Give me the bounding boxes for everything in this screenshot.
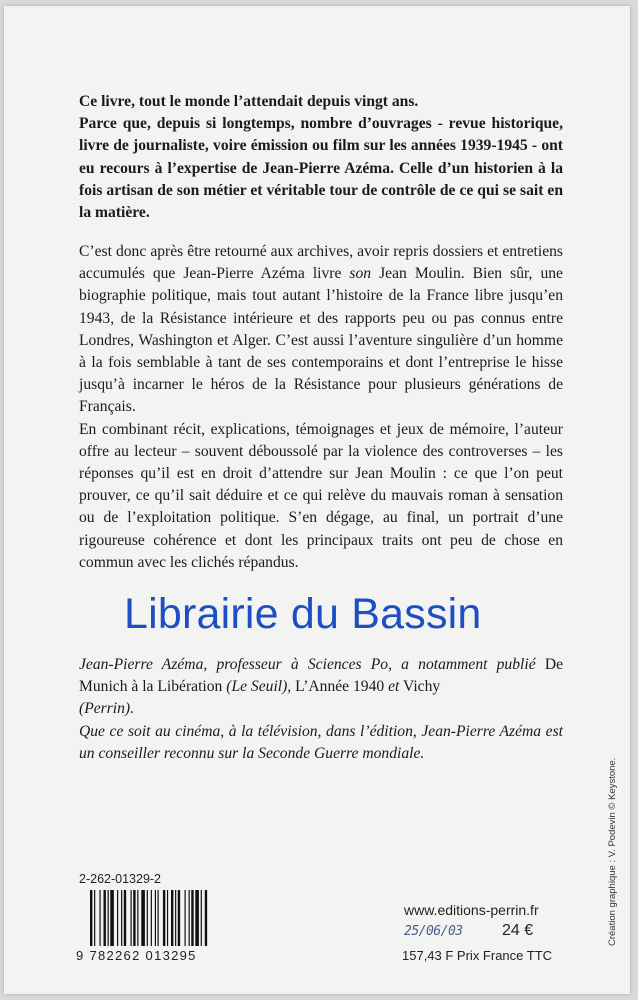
intro-line-1: Ce livre, tout le monde l’attendait depuis vingt ans. [79,93,419,110]
body-p1-start: C’est donc après être retourné aux archives, avoir repris dossiers et entretiens accumulés que Jean-Pierre Azéma livre [79,243,563,283]
body-p1-emphasis: son [349,265,372,283]
handwritten-date: 25/06/03 [404,924,463,939]
author-bio-line-1 [79,654,563,721]
intro-line-2: Parce que, depuis si longtemps, nombre d’ouvrages - revue historique, livre de journaliste, voire émission ou film sur les années 1939-1945 - ont eu recours à l’expertise de Jean-Pierre Azéma. Celle d’un historien à la fois artisan de son métier et véritable tour de contrôle de ce qui se sait en la matière. [79,115,563,222]
publisher-2: (Perrin). [79,700,134,718]
price-euro: 24 € [502,922,534,939]
author-bio-line-2: Que ce soit au cinéma, à la télévision, dans l’édition, Jean-Pierre Azéma est un conseiller reconnu sur la Seconde Guerre mondiale. [79,722,563,762]
intro-paragraph [79,91,563,224]
book-back-cover [4,6,630,994]
book-title-1: De Munich à la Libération [79,656,564,696]
author-bio [79,654,563,765]
isbn-number: 2-262-01329-2 [79,872,162,886]
body-p1-end: Jean Moulin. Bien sûr, une biographie politique, mais tout autant l’histoire de la France libre jusqu’en 1943, de la Résistance intérieure et des rapports peu ou pas connus entre Londres, Washington et Alger. C’est aussi l’aventure singulière d’un homme à la fois semblable à tant de ses contemporains et dont l’entreprise le hisse jusqu’à incarner le héros de la Résistance pour plusieurs générations de Français. [79,265,563,416]
body-paragraph-1 [79,241,563,419]
barcode-digits: 9 782262 013295 [76,948,197,963]
bookstore-watermark: Librairie du Bassin [124,590,482,638]
publisher-1: (Le Seuil), [226,678,292,696]
conjunction: et [388,678,400,696]
price-francs: 157,43 F Prix France TTC [402,948,553,963]
publisher-website: www.editions-perrin.fr [404,902,539,918]
body-paragraph-2: En combinant récit, explications, témoignages et jeux de mémoire, l’auteur offre au lecteur – souvent déboussolé par la violence des controverses – les réponses qu’il est en droit d’attendre sur Jean Moulin : ce que l’on peut prouver, ce qu’il sait déduire et ce qui relève du mauvais roman à sensation ou de l’exploitation politique. S’en dégage, au final, un portrait d’une rigoureuse cohérence et dont les principaux traits ont peu de chose en commun avec les clichés répandus. [79,420,563,571]
book-title-2: L’Année 1940 [295,678,385,696]
book-title-3: Vichy [403,678,441,696]
body-text [79,241,563,574]
barcode-icon [90,890,240,946]
design-credit: Création graphique : V. Podevin © Keystone. [607,757,618,946]
author-bio-intro: Jean-Pierre Azéma, professeur à Sciences Po, a notamment publié [79,656,536,673]
